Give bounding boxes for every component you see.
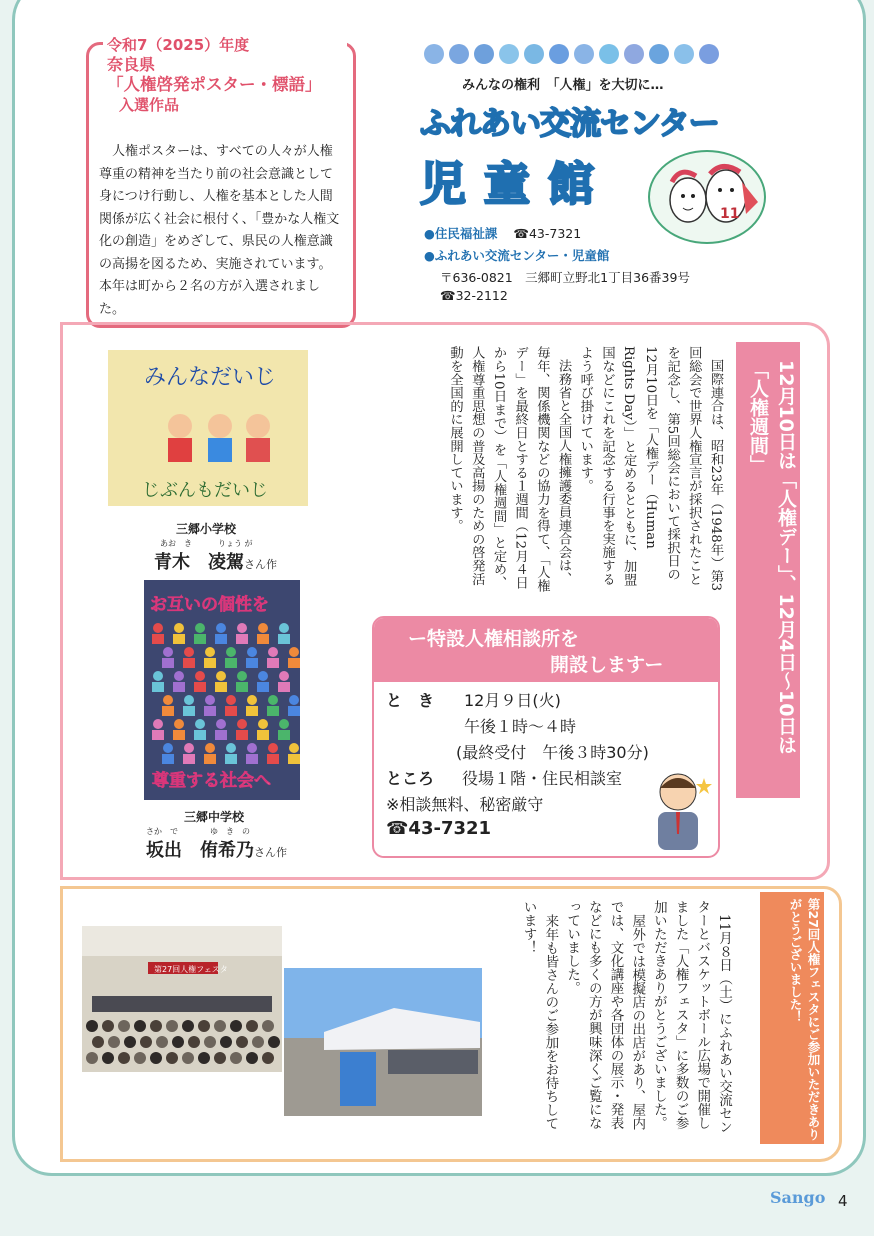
crowd-body — [215, 634, 227, 644]
sango-logo: Sango — [770, 1188, 826, 1207]
header-tagline: みんなの権利 「人権」を大切に… — [462, 78, 664, 93]
crowd-head — [247, 647, 257, 657]
when-date: 12月９日(火) — [464, 691, 561, 710]
audience-head — [118, 1020, 130, 1032]
crowd-body — [152, 634, 164, 644]
crowd-head — [153, 623, 163, 633]
crowd-body — [246, 658, 258, 668]
audience-head — [230, 1020, 242, 1032]
crowd-head — [184, 695, 194, 705]
audience-head — [230, 1052, 242, 1064]
crowd-body — [257, 634, 269, 644]
crowd-head — [184, 743, 194, 753]
crowd-head — [205, 695, 215, 705]
crowd-head — [216, 719, 226, 729]
crowd-head — [195, 623, 205, 633]
crowd-body — [257, 682, 269, 692]
mascot-illustration — [648, 150, 766, 244]
svg-text:第27回人権フェスタ: 第27回人権フェスタ — [154, 965, 228, 974]
contact-phone2: ☎32-2112 — [440, 288, 508, 303]
consultation-box — [372, 616, 720, 858]
crowd-head — [247, 695, 257, 705]
consultation-heading — [374, 618, 718, 682]
crowd-head — [174, 671, 184, 681]
audience-head — [188, 1036, 200, 1048]
audience-head — [246, 1020, 258, 1032]
audience-head — [86, 1052, 98, 1064]
audience-head — [246, 1052, 258, 1064]
crowd-body — [278, 730, 290, 740]
poster1-author — [154, 548, 277, 574]
poster2-ruby-surname: さか で — [146, 827, 178, 836]
crowd-body — [173, 730, 185, 740]
festa-outdoor-image — [284, 968, 482, 1116]
crowd-head — [289, 695, 299, 705]
crowd-body — [194, 682, 206, 692]
crowd-body — [236, 682, 248, 692]
crowd-head — [163, 743, 173, 753]
festa-photo-indoor — [82, 926, 282, 1072]
audience-head — [156, 1036, 168, 1048]
crowd-body — [288, 658, 300, 668]
crowd-head — [163, 647, 173, 657]
crowd-head — [237, 719, 247, 729]
crowd-head — [289, 647, 299, 657]
crowd-head — [226, 743, 236, 753]
crowd-head — [163, 695, 173, 705]
crowd-body — [204, 706, 216, 716]
svg-text:11: 11 — [720, 206, 740, 222]
audience-head — [220, 1036, 232, 1048]
crowd-head — [216, 623, 226, 633]
consultation-heading-line2: 開設しますー — [550, 654, 664, 676]
crowd-body — [236, 634, 248, 644]
prize-title: 「人権啓発ポスター・標語」 — [107, 75, 322, 94]
crowd-head — [195, 671, 205, 681]
crowd-body — [267, 706, 279, 716]
crowd-body — [162, 706, 174, 716]
audience-head — [166, 1052, 178, 1064]
crowd-head — [247, 743, 257, 753]
crowd-body — [246, 706, 258, 716]
audience-head — [182, 1020, 194, 1032]
crowd-head — [153, 719, 163, 729]
consultation-phone: ☎43-7321 — [386, 818, 492, 839]
decorative-dot — [649, 44, 669, 64]
crowd-body — [173, 682, 185, 692]
where-label: ところ — [386, 769, 435, 788]
svg-text:尊重する社会へ: 尊重する社会へ — [152, 771, 271, 791]
crowd-head — [268, 695, 278, 705]
crowd-body — [215, 730, 227, 740]
audience-head — [166, 1020, 178, 1032]
crowd-head — [226, 647, 236, 657]
when-label: と き — [386, 691, 435, 710]
poster2-ruby-given: ゆ き の — [210, 827, 250, 836]
audience-head — [140, 1036, 152, 1048]
crowd-body — [267, 754, 279, 764]
human-rights-tab-text: 12月10日は「人権デー」、12月4日〜10日は「人権週間」 — [747, 360, 797, 755]
contact1-label: ●住民福祉課 — [424, 226, 498, 241]
crowd-body — [173, 634, 185, 644]
crowd-body — [183, 706, 195, 716]
decorative-dot — [574, 44, 594, 64]
crowd-body — [278, 682, 290, 692]
crowd-head — [237, 623, 247, 633]
crowd-body — [288, 754, 300, 764]
crowd-body — [204, 658, 216, 668]
crowd-body — [288, 706, 300, 716]
svg-text:みんなだいじ: みんなだいじ — [144, 365, 277, 390]
crowd-head — [174, 719, 184, 729]
decorative-dot — [449, 44, 469, 64]
audience-head — [118, 1052, 130, 1064]
crowd-head — [153, 671, 163, 681]
crowd-body — [204, 754, 216, 764]
audience-head — [124, 1036, 136, 1048]
crowd-body — [257, 730, 269, 740]
prize-body-text: 人権ポスターは、すべての人々が人権尊重の精神を当たり前の社会意識として身につけ行動し、人権を基本とした人間関係が広く社会に根付く、「豊かな人権文化の創造」をめざして、県民の人権意識の高揚を図るため、実施されています。本年は町から２名の方が入選されました。 — [99, 144, 340, 317]
festa-paragraph-2: 屋外では模擬店の出店があり、屋内では、文化講座や各団体の展示・発表などにも多くの方が興味深くご覧になっていました。 — [564, 900, 646, 1130]
decorative-dots — [424, 44, 719, 64]
consultation-note: ※相談無料、秘密厳守 — [386, 795, 544, 814]
crowd-head — [279, 623, 289, 633]
decorative-dot — [499, 44, 519, 64]
crowd-body — [236, 730, 248, 740]
human-rights-paragraph-1: 国際連合は、昭和23年（1948年）第3回総会で世界人権宣言が採択されたことを記念し、第5回総会において採択日の12月10日を「人権デー（Human Rights Day）」と定めるとともに、加盟国などにこれを記念する行事を実施するよう呼び掛けています。 — [577, 346, 723, 592]
audience-head — [150, 1052, 162, 1064]
crowd-body — [183, 754, 195, 764]
mascot-icon — [650, 152, 764, 242]
decorative-dot — [599, 44, 619, 64]
crowd-body — [152, 682, 164, 692]
poster2-image — [144, 580, 300, 800]
audience-head — [86, 1020, 98, 1032]
poster1-suffix: さん作 — [244, 558, 277, 571]
prize-subtitle: 入選作品 — [119, 96, 180, 114]
prize-heading — [103, 35, 347, 115]
audience-head — [150, 1020, 162, 1032]
audience-head — [214, 1020, 226, 1032]
poster1-image — [108, 350, 308, 506]
crowd-head — [258, 671, 268, 681]
crowd-head — [268, 743, 278, 753]
contact2-label: ●ふれあい交流センター・児童館 — [424, 248, 610, 263]
audience-head — [214, 1052, 226, 1064]
crowd-body — [278, 634, 290, 644]
consultation-heading-line1: ー特設人権相談所を — [408, 628, 580, 650]
poster2-name: 坂出 侑希乃 — [146, 840, 254, 861]
contact-row-1 — [424, 224, 581, 242]
crowd-head — [226, 695, 236, 705]
audience-head — [108, 1036, 120, 1048]
decorative-dot — [624, 44, 644, 64]
crowd-head — [184, 647, 194, 657]
prize-info-box — [86, 36, 356, 328]
crowd-body — [162, 754, 174, 764]
decorative-dot — [524, 44, 544, 64]
audience-head — [172, 1036, 184, 1048]
svg-text:お互いの個性を: お互いの個性を — [150, 595, 269, 615]
poster1-school: 三郷小学校 — [176, 522, 237, 536]
crowd-body — [152, 730, 164, 740]
audience-head — [236, 1036, 248, 1048]
prize-prefecture: 奈良県 — [107, 55, 156, 74]
decorative-dot — [549, 44, 569, 64]
poster2-suffix: さん作 — [254, 846, 287, 859]
poster1-ruby-given: りょう が — [218, 539, 253, 548]
audience-head — [134, 1052, 146, 1064]
crowd-head — [237, 671, 247, 681]
festa-tab-text: 第27回人権フェスタにご参加いただきありがとうございました！ — [788, 898, 821, 1141]
audience-head — [102, 1020, 114, 1032]
audience-head — [268, 1036, 280, 1048]
contact-address: 〒636-0821 三郷町立野北1丁目36番39号 — [440, 270, 690, 285]
crowd-body — [215, 682, 227, 692]
human-rights-body — [444, 346, 726, 596]
decorative-dot — [474, 44, 494, 64]
human-rights-paragraph-2: 法務省と全国人権擁護委員連合会は、毎年、関係機関などの協力を得て、「人権デー」を最終日とする１週間（12月４日から10日まで）を「人権週間」と定め、人権尊重思想の普及高揚のための啓発活動を全国的に展開しています。 — [447, 346, 572, 593]
crowd-head — [258, 623, 268, 633]
crowd-head — [205, 743, 215, 753]
festa-indoor-image — [82, 926, 282, 1072]
decorative-dot — [699, 44, 719, 64]
audience-head — [134, 1020, 146, 1032]
festa-paragraph-1: 11月８日（土）にふれあい交流センターとバスケットボール広場で開催しました「人権フェスタ」に多数のご参加いただきありがとうございました。 — [650, 900, 732, 1134]
audience-head — [198, 1020, 210, 1032]
decorative-dot — [424, 44, 444, 64]
crowd-head — [279, 719, 289, 729]
center-title: ふれあい交流センター — [420, 106, 719, 142]
audience-head — [182, 1052, 194, 1064]
crowd-body — [194, 634, 206, 644]
crowd-body — [225, 706, 237, 716]
crowd-body — [183, 658, 195, 668]
crowd-body — [194, 730, 206, 740]
when-note: (最終受付 午後３時30分) — [456, 743, 649, 762]
svg-text:じぶんもだいじ: じぶんもだいじ — [142, 480, 268, 501]
crowd-head — [279, 671, 289, 681]
festa-photo-outdoor — [284, 968, 482, 1116]
audience-head — [252, 1036, 264, 1048]
page-number: 4 — [838, 1192, 848, 1210]
crowd-body — [162, 658, 174, 668]
crowd-head — [216, 671, 226, 681]
kan-title: 児童館 — [420, 157, 612, 211]
crowd-head — [289, 743, 299, 753]
where-value: 役場１階・住民相談室 — [462, 769, 623, 788]
audience-head — [102, 1052, 114, 1064]
poster2-school: 三郷中学校 — [184, 810, 245, 824]
contact1-phone: ☎43-7321 — [513, 226, 582, 241]
crowd-body — [225, 754, 237, 764]
crowd-body — [246, 754, 258, 764]
staff-illustration-icon — [646, 768, 712, 852]
audience-head — [262, 1052, 274, 1064]
decorative-dot — [674, 44, 694, 64]
crowd-head — [195, 719, 205, 729]
when-time: 午後１時〜４時 — [464, 717, 577, 736]
audience-head — [262, 1020, 274, 1032]
audience-head — [198, 1052, 210, 1064]
prize-year: 令和7（2025）年度 — [107, 36, 250, 54]
audience-head — [92, 1036, 104, 1048]
festa-paragraph-3: 来年も皆さんのご参加をお待ちしています！ — [520, 900, 559, 1130]
poster2-artwork — [144, 580, 300, 800]
poster1-ruby-surname: あお き — [160, 539, 192, 548]
crowd-head — [268, 647, 278, 657]
crowd-head — [174, 623, 184, 633]
crowd-head — [205, 647, 215, 657]
crowd-body — [225, 658, 237, 668]
poster1-artwork — [108, 350, 308, 506]
poster1-name: 青木 凌駕 — [154, 552, 244, 573]
crowd-body — [267, 658, 279, 668]
festa-body — [517, 900, 734, 1140]
poster2-author — [146, 836, 287, 862]
crowd-head — [258, 719, 268, 729]
audience-head — [204, 1036, 216, 1048]
